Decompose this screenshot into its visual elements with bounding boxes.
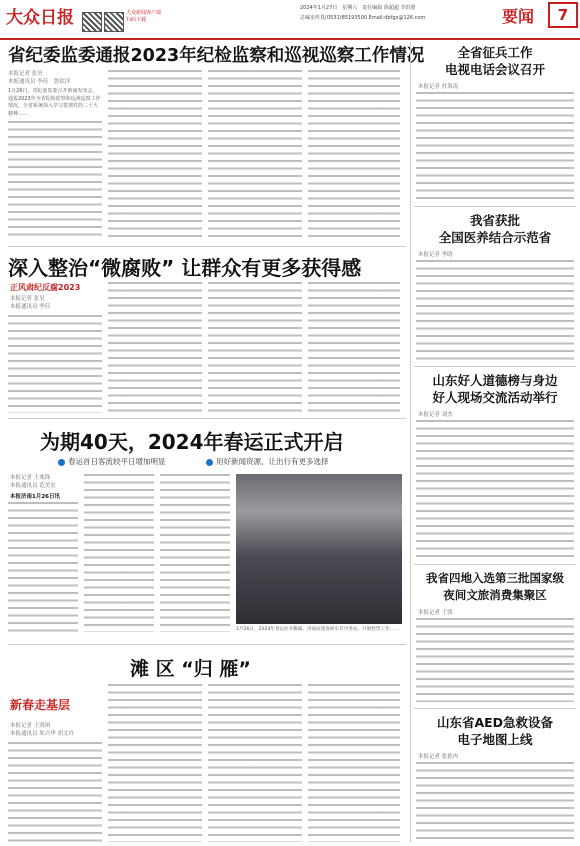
app-download-note: 大众新闻客户端 扫码下载 [126, 10, 162, 23]
side-byline-1: 本报记者 杜海涛 [418, 84, 459, 90]
spring-body-col [84, 474, 154, 632]
corruption-byline: 本报记者 张昊 本报通讯员 李佳 [10, 296, 51, 310]
bullet-icon [206, 459, 213, 466]
contact-info: 总编室传真(0531)85193500 Email:dbfgx@126.com [300, 15, 426, 21]
side-headline-4: 我省四地入选第三批国家级 夜间文旅消费集聚区 [426, 571, 564, 602]
lead-body-col [8, 88, 102, 240]
lead-byline: 本报记者 张昊 本报通讯员 李佳 鲁钦洋 [8, 71, 71, 85]
bullet-icon [58, 459, 65, 466]
spring-subhead-1 [58, 456, 166, 467]
beach-headline: 滩 区 “归 雁” [130, 658, 251, 680]
side-headline-2: 我省获批 全国医养结合示范省 [438, 213, 552, 245]
lead-opening: 1月26日，省纪委监委召开新闻发布会，通报2023年全省纪检监察和巡视巡察工作情况。全省系统深入学习贯彻党的二十大精神…… [8, 88, 101, 117]
lead-headline: 省纪委监委通报2023年纪检监察和巡视巡察工作情况 [8, 46, 425, 66]
divider [414, 564, 576, 565]
page-number: 7 [548, 2, 578, 28]
beach-byline: 本报记者 王鸿琪 本报通讯员 朱兴华 胡文玲 [10, 723, 74, 737]
side-byline-4: 本报记者 王凯 [418, 610, 453, 616]
photo-caption: 1月26日，2024年春运拉开帷幕。济南站旅客候车有序进站，开展检票工作…… [236, 627, 399, 632]
side-byline-3: 本报记者 刘杰 [418, 412, 453, 418]
side-headline-1: 全省征兵工作 电视电话会议召开 [444, 45, 545, 77]
divider [8, 246, 406, 247]
section-title: 要闻 [502, 7, 535, 26]
beach-body-col [208, 684, 302, 842]
corruption-headline: 深入整治“微腐败” 让群众有更多获得感 [8, 256, 362, 280]
lead-body-col [208, 70, 302, 240]
side-body-4 [416, 618, 574, 702]
divider [414, 206, 576, 207]
spring-body-col [8, 502, 78, 632]
side-body-3 [416, 420, 574, 558]
column-logo: 新春走基层 [10, 698, 71, 712]
side-byline-5: 本报记者 张依冉 [418, 754, 459, 760]
corruption-body-col [8, 315, 102, 413]
spring-headline: 为期40天，2024年春运正式开启 [40, 430, 344, 454]
spring-byline: 本报记者 王兆锋 本报通讯员 范美宏 [10, 475, 56, 489]
corruption-kicker: 正风肃纪反腐2023 [10, 283, 81, 292]
spring-dateline: 本报济南1月26日讯 [10, 494, 60, 500]
issue-date: 2024年1月27日 星期六 责任编辑 徐超超 李洪蕾 [300, 5, 416, 11]
beach-body-col [308, 684, 400, 842]
lead-body-col [108, 70, 202, 240]
side-headline-3: 山东好人道德榜与身边 好人现场交流活动举行 [432, 373, 558, 405]
side-body-5 [416, 762, 574, 842]
divider [414, 366, 576, 367]
spring-subhead-1-text: 春运首日客流较平日增加明显 [68, 457, 166, 466]
train-station-photo [236, 474, 402, 624]
masthead [0, 0, 580, 40]
spring-body-col [160, 474, 230, 632]
beach-body-col [108, 684, 202, 842]
corruption-body-col [308, 282, 400, 413]
column-divider [410, 42, 411, 842]
qr-code-icon [82, 12, 102, 32]
beach-body-col [8, 742, 102, 842]
spring-subhead-2 [206, 456, 329, 467]
corruption-body-col [208, 282, 302, 413]
side-body-2 [416, 260, 574, 360]
side-byline-2: 本报记者 李晗 [418, 252, 453, 258]
lead-body-col [308, 70, 400, 240]
divider [414, 708, 576, 709]
divider [8, 418, 406, 419]
qr-code-icon [104, 12, 124, 32]
divider [8, 644, 406, 645]
side-body-1 [416, 92, 574, 200]
side-headline-5: 山东省AED急救设备 电子地图上线 [436, 715, 554, 747]
spring-subhead-2-text: 用好新闻资源，让出行有更多选择 [216, 457, 329, 466]
corruption-body-col [108, 282, 202, 413]
body-text-lines [8, 121, 102, 240]
newspaper-logo: 大众日报 [6, 8, 74, 28]
